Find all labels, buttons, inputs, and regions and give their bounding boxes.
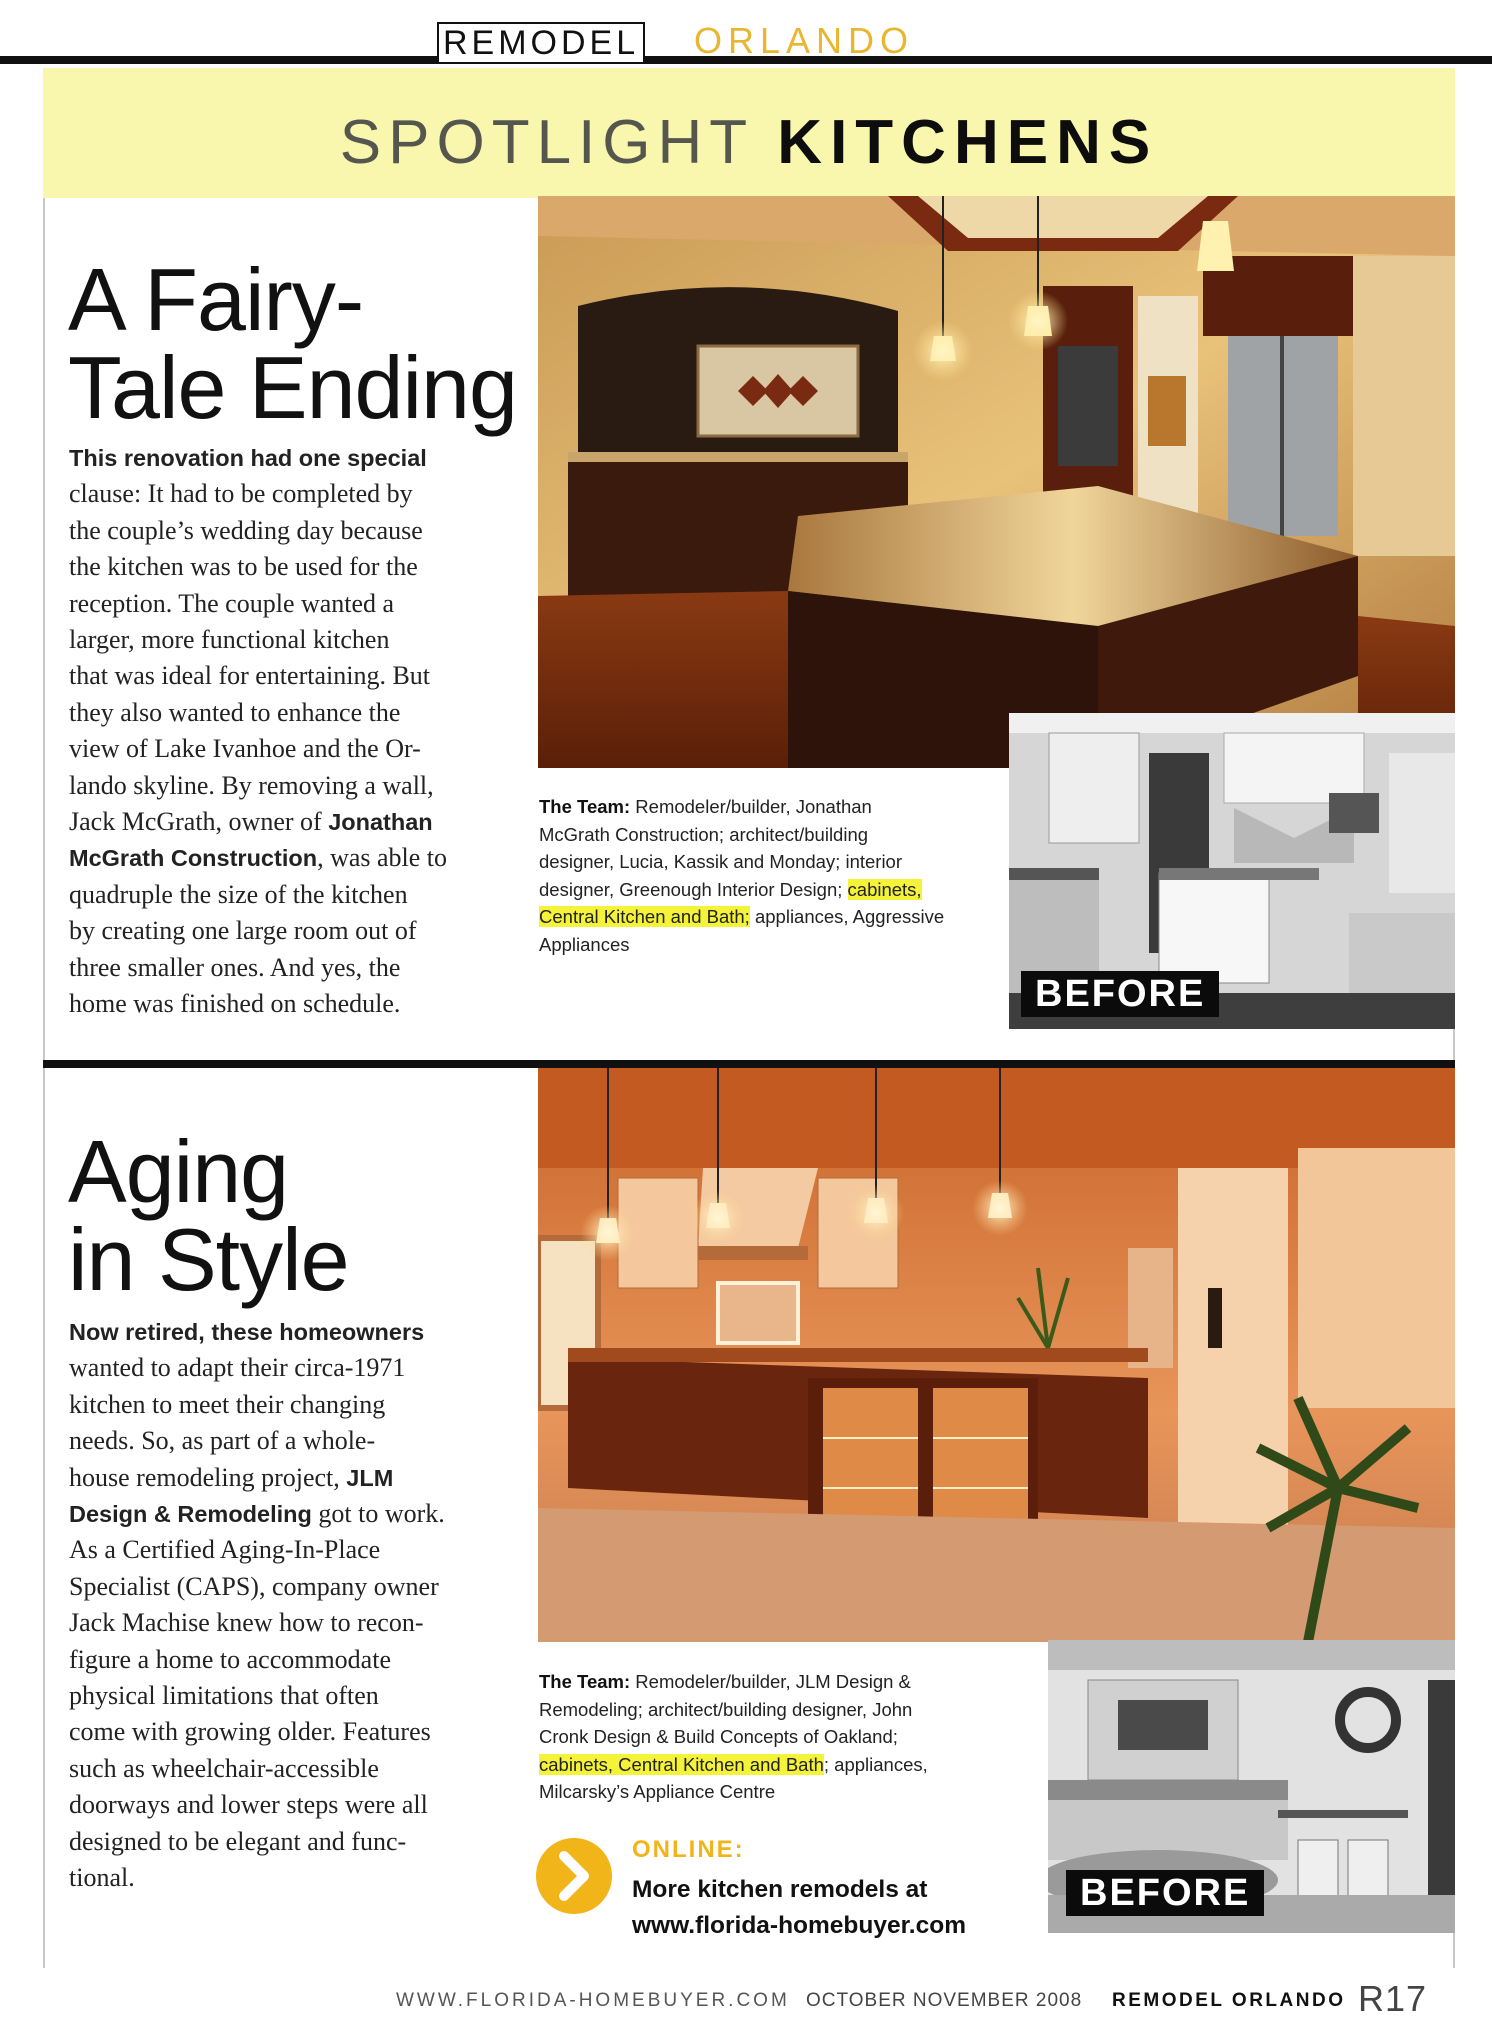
story2-caption bbox=[539, 1668, 1039, 1806]
story1-caption bbox=[539, 793, 1009, 958]
story2-body-project: house remodeling project, bbox=[69, 1462, 340, 1492]
story1-body-line: the couple’s wedding day because bbox=[69, 515, 423, 545]
story2-body-after-company: got to work. bbox=[311, 1499, 445, 1529]
online-line1: More kitchen remodels at bbox=[632, 1876, 928, 1903]
story2-body-line: Specialist (CAPS), company owner bbox=[69, 1571, 439, 1601]
story1-body-line: they also wanted to enhance the bbox=[69, 697, 401, 727]
online-arrow-icon[interactable] bbox=[536, 1838, 612, 1914]
story1-headline-line2: Tale Ending bbox=[68, 338, 517, 437]
story1-headline-line1: A Fairy- bbox=[68, 250, 364, 349]
story2-kitchen-photo bbox=[538, 1068, 1455, 1642]
story2-headline bbox=[68, 1122, 349, 1309]
story1-body-line: reception. The couple wanted a bbox=[69, 588, 395, 618]
story2-body-line: wanted to adapt their circa-1971 bbox=[69, 1353, 406, 1383]
story2-caption-line: Cronk Design & Build Concepts of Oakland; bbox=[539, 1726, 898, 1747]
left-page-rule bbox=[43, 198, 45, 1968]
story1-body-line: quadruple the size of the kitchen bbox=[69, 879, 408, 909]
story1-company-name-2: McGrath Construction bbox=[69, 845, 318, 872]
masthead-remodel: REMODEL bbox=[437, 22, 645, 62]
story2-company-name-2: Design & Remodeling bbox=[69, 1501, 312, 1528]
story1-body-line: larger, more functional kitchen bbox=[69, 625, 390, 655]
story2-headline-line1: Aging bbox=[68, 1122, 289, 1221]
story1-caption-line: designer, Lucia, Kassik and Monday; interior bbox=[539, 851, 903, 872]
story2-body-lead: Now retired, these homeowners bbox=[69, 1319, 425, 1345]
story1-before-label: BEFORE bbox=[1021, 971, 1219, 1017]
story2-caption-line: Remodeling; architect/building designer, John bbox=[539, 1698, 913, 1720]
story2-body-line: figure a home to accommodate bbox=[69, 1644, 391, 1674]
story2-body-line: Jack Machise knew how to recon- bbox=[69, 1608, 424, 1638]
story2-body-line: physical limitations that often bbox=[69, 1681, 379, 1711]
story2-company-name-1: JLM bbox=[346, 1464, 394, 1491]
story2-body-line: such as wheelchair-accessible bbox=[69, 1753, 379, 1783]
online-text bbox=[632, 1872, 1052, 1944]
masthead-orlando: ORLANDO bbox=[694, 20, 915, 61]
story1-body-line: lando skyline. By removing a wall, bbox=[69, 770, 434, 800]
story2-caption-line: Remodeler/builder, JLM Design & bbox=[635, 1671, 911, 1692]
online-url-link[interactable]: www.florida-homebuyer.com bbox=[632, 1912, 966, 1939]
story1-body-line: by creating one large room out of bbox=[69, 916, 417, 946]
story1-caption-last: Appliances bbox=[539, 933, 630, 955]
story1-caption-highlight-2: Central Kitchen and Bath; bbox=[539, 906, 750, 927]
story1-body bbox=[69, 440, 509, 1023]
story2-headline-line2: in Style bbox=[68, 1210, 349, 1309]
story1-caption-highlight-1: cabinets, bbox=[847, 878, 922, 900]
story1-body-line: clause: It had to be completed by bbox=[69, 479, 413, 509]
story1-caption-line: designer, Greenough Interior Design; bbox=[539, 878, 843, 900]
footer-issue-date: OCTOBER NOVEMBER 2008 bbox=[806, 1990, 1083, 2011]
story1-caption-line: McGrath Construction; architect/building bbox=[539, 823, 869, 845]
footer-magazine-name: REMODEL ORLANDO bbox=[1112, 1990, 1346, 2011]
story2-body-line: come with growing older. Features bbox=[69, 1717, 431, 1747]
story2-body-line: As a Certified Aging-In-Place bbox=[69, 1535, 381, 1565]
story2-body-line: needs. So, as part of a whole- bbox=[69, 1426, 376, 1456]
page-footer bbox=[0, 1978, 1492, 2018]
story1-caption-label: The Team: bbox=[539, 796, 631, 817]
spotlight-band bbox=[43, 68, 1455, 198]
story1-headline bbox=[68, 250, 517, 437]
story2-body-line: tional. bbox=[69, 1863, 135, 1893]
section-title-bold: KITCHENS bbox=[777, 108, 1159, 177]
story1-body-after-company: , was able to bbox=[317, 843, 448, 873]
online-label: ONLINE: bbox=[632, 1836, 745, 1863]
section-title-light: SPOTLIGHT bbox=[339, 108, 754, 177]
story1-kitchen-photo bbox=[538, 196, 1455, 768]
story1-body-line: three smaller ones. And yes, the bbox=[69, 952, 401, 982]
story2-caption-highlight: cabinets, Central Kitchen and Bath bbox=[539, 1753, 824, 1775]
story2-body-line: designed to be elegant and func- bbox=[69, 1826, 407, 1856]
story1-caption-line: Remodeler/builder, Jonathan bbox=[635, 796, 872, 817]
footer-page-number: R17 bbox=[1358, 1978, 1428, 2019]
story1-body-lead: This renovation had one special bbox=[69, 445, 427, 471]
story2-body-line: kitchen to meet their changing bbox=[69, 1389, 386, 1419]
story2-body bbox=[69, 1314, 509, 1897]
section-title bbox=[43, 108, 1455, 178]
story1-body-line: the kitchen was to be used for the bbox=[69, 552, 418, 582]
story1-body-line: view of Lake Ivanhoe and the Or- bbox=[69, 734, 421, 764]
story2-body-line: doorways and lower steps were all bbox=[69, 1790, 428, 1820]
story1-body-line: home was finished on schedule. bbox=[69, 989, 401, 1019]
story2-caption-after-highlight: ; appliances, bbox=[823, 1753, 928, 1775]
story1-caption-after-highlight: appliances, Aggressive bbox=[749, 906, 945, 927]
story1-body-line: that was ideal for entertaining. But bbox=[69, 661, 431, 691]
story2-caption-label: The Team: bbox=[539, 1671, 631, 1692]
story1-body-owner: Jack McGrath, owner of bbox=[69, 807, 322, 837]
story2-before-label: BEFORE bbox=[1066, 1870, 1264, 1916]
section-divider bbox=[43, 1060, 1455, 1068]
footer-website: WWW.FLORIDA-HOMEBUYER.COM bbox=[396, 1990, 790, 2011]
story2-caption-last: Milcarsky’s Appliance Centre bbox=[539, 1781, 776, 1802]
story1-company-name-1: Jonathan bbox=[328, 809, 433, 836]
